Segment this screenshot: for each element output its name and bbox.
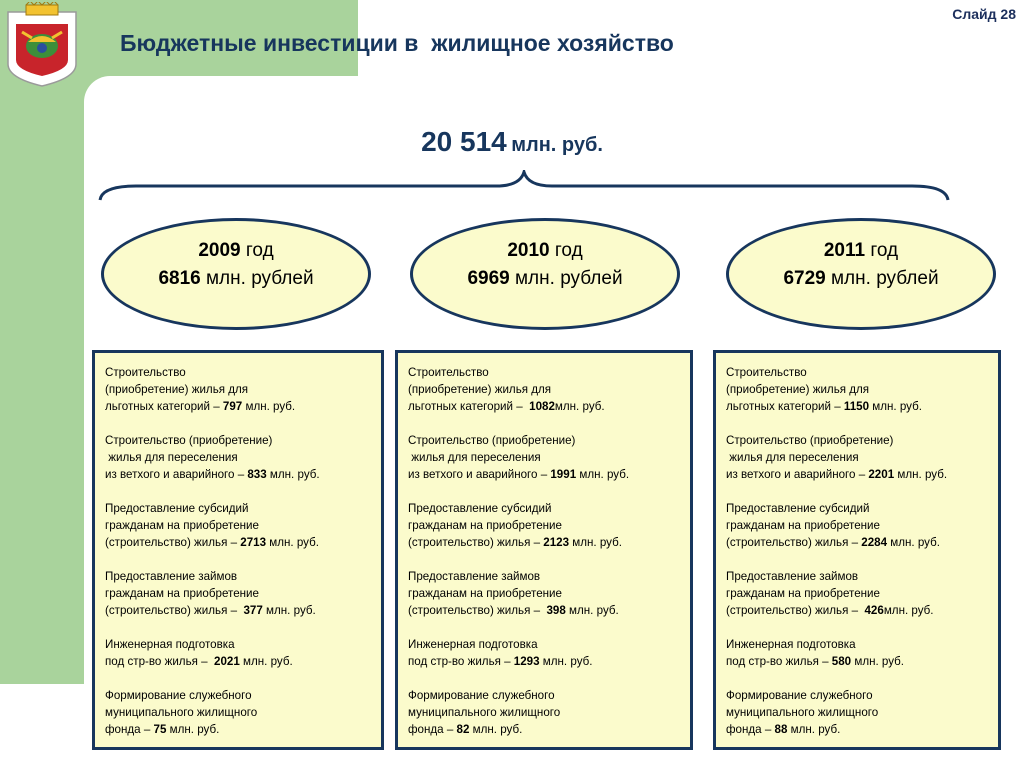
year-label: 2009: [198, 240, 241, 261]
list-item: Формирование служебного муниципального жилищного фонда – 75 млн. руб.: [105, 689, 258, 736]
amount-suffix: млн. рублей: [825, 268, 939, 289]
breakdown-box-2011: [713, 350, 1001, 750]
year-oval-2009: [101, 218, 371, 330]
year-suffix: год: [865, 240, 899, 261]
list-item: Строительство (приобретение) жилья для льготных категорий – 797 млн. руб.: [105, 366, 296, 413]
total-unit: млн. руб.: [511, 134, 603, 156]
total-investment: [0, 126, 1024, 158]
list-item: Инженерная подготовка под стр-во жилья – 580 млн. руб.: [726, 638, 905, 668]
list-item: Инженерная подготовка под стр-во жилья – 1293 млн. руб.: [408, 638, 593, 668]
list-item: Инженерная подготовка под стр-во жилья – 2021 млн. руб.: [105, 638, 293, 668]
list-item: Предоставление займов гражданам на приобретение (строительство) жилья – 398 млн. руб.: [408, 570, 619, 617]
year-label: 2010: [507, 240, 550, 261]
list-item: Формирование служебного муниципального жилищного фонда – 88 млн. руб.: [726, 689, 879, 736]
list-item: Строительство (приобретение) жилья для переселения из ветхого и аварийного – 2201 млн. руб.: [726, 434, 948, 481]
year-oval-2010: [410, 218, 680, 330]
list-item: Строительство (приобретение) жилья для переселения из ветхого и аварийного – 1991 млн. руб.: [408, 434, 630, 481]
year-oval-2011: [726, 218, 996, 330]
list-item: Строительство (приобретение) жилья для переселения из ветхого и аварийного – 833 млн. руб.: [105, 434, 320, 481]
grouping-brace: [96, 170, 952, 206]
year-amount: 6969: [467, 268, 510, 289]
breakdown-box-2010: [395, 350, 693, 750]
page-title: Бюджетные инвестиции в жилищное хозяйство: [120, 30, 674, 56]
list-item: Предоставление займов гражданам на приобретение (строительство) жилья – 377 млн. руб.: [105, 570, 316, 617]
list-item: Предоставление займов гражданам на приобретение (строительство) жилья – 426млн. руб.: [726, 570, 934, 617]
list-item: Предоставление субсидий гражданам на приобретение (строительство) жилья – 2123 млн. руб.: [408, 502, 622, 549]
slide-number: Слайд 28: [952, 6, 1016, 22]
year-suffix: год: [240, 240, 274, 261]
breakdown-box-2009: [92, 350, 384, 750]
total-value: 20 514: [421, 126, 507, 157]
list-item: Строительство (приобретение) жилья для льготных категорий – 1082млн. руб.: [408, 366, 605, 413]
list-item: Формирование служебного муниципального жилищного фонда – 82 млн. руб.: [408, 689, 561, 736]
list-item: Предоставление субсидий гражданам на приобретение (строительство) жилья – 2284 млн. руб.: [726, 502, 940, 549]
year-amount: 6729: [783, 268, 826, 289]
coat-of-arms-icon: [2, 2, 82, 88]
list-item: Строительство (приобретение) жилья для льготных категорий – 1150 млн. руб.: [726, 366, 922, 413]
list-item: Предоставление субсидий гражданам на приобретение (строительство) жилья – 2713 млн. руб.: [105, 502, 319, 549]
year-suffix: год: [549, 240, 583, 261]
amount-suffix: млн. рублей: [200, 268, 314, 289]
amount-suffix: млн. рублей: [509, 268, 623, 289]
year-label: 2011: [823, 240, 866, 261]
year-amount: 6816: [158, 268, 201, 289]
